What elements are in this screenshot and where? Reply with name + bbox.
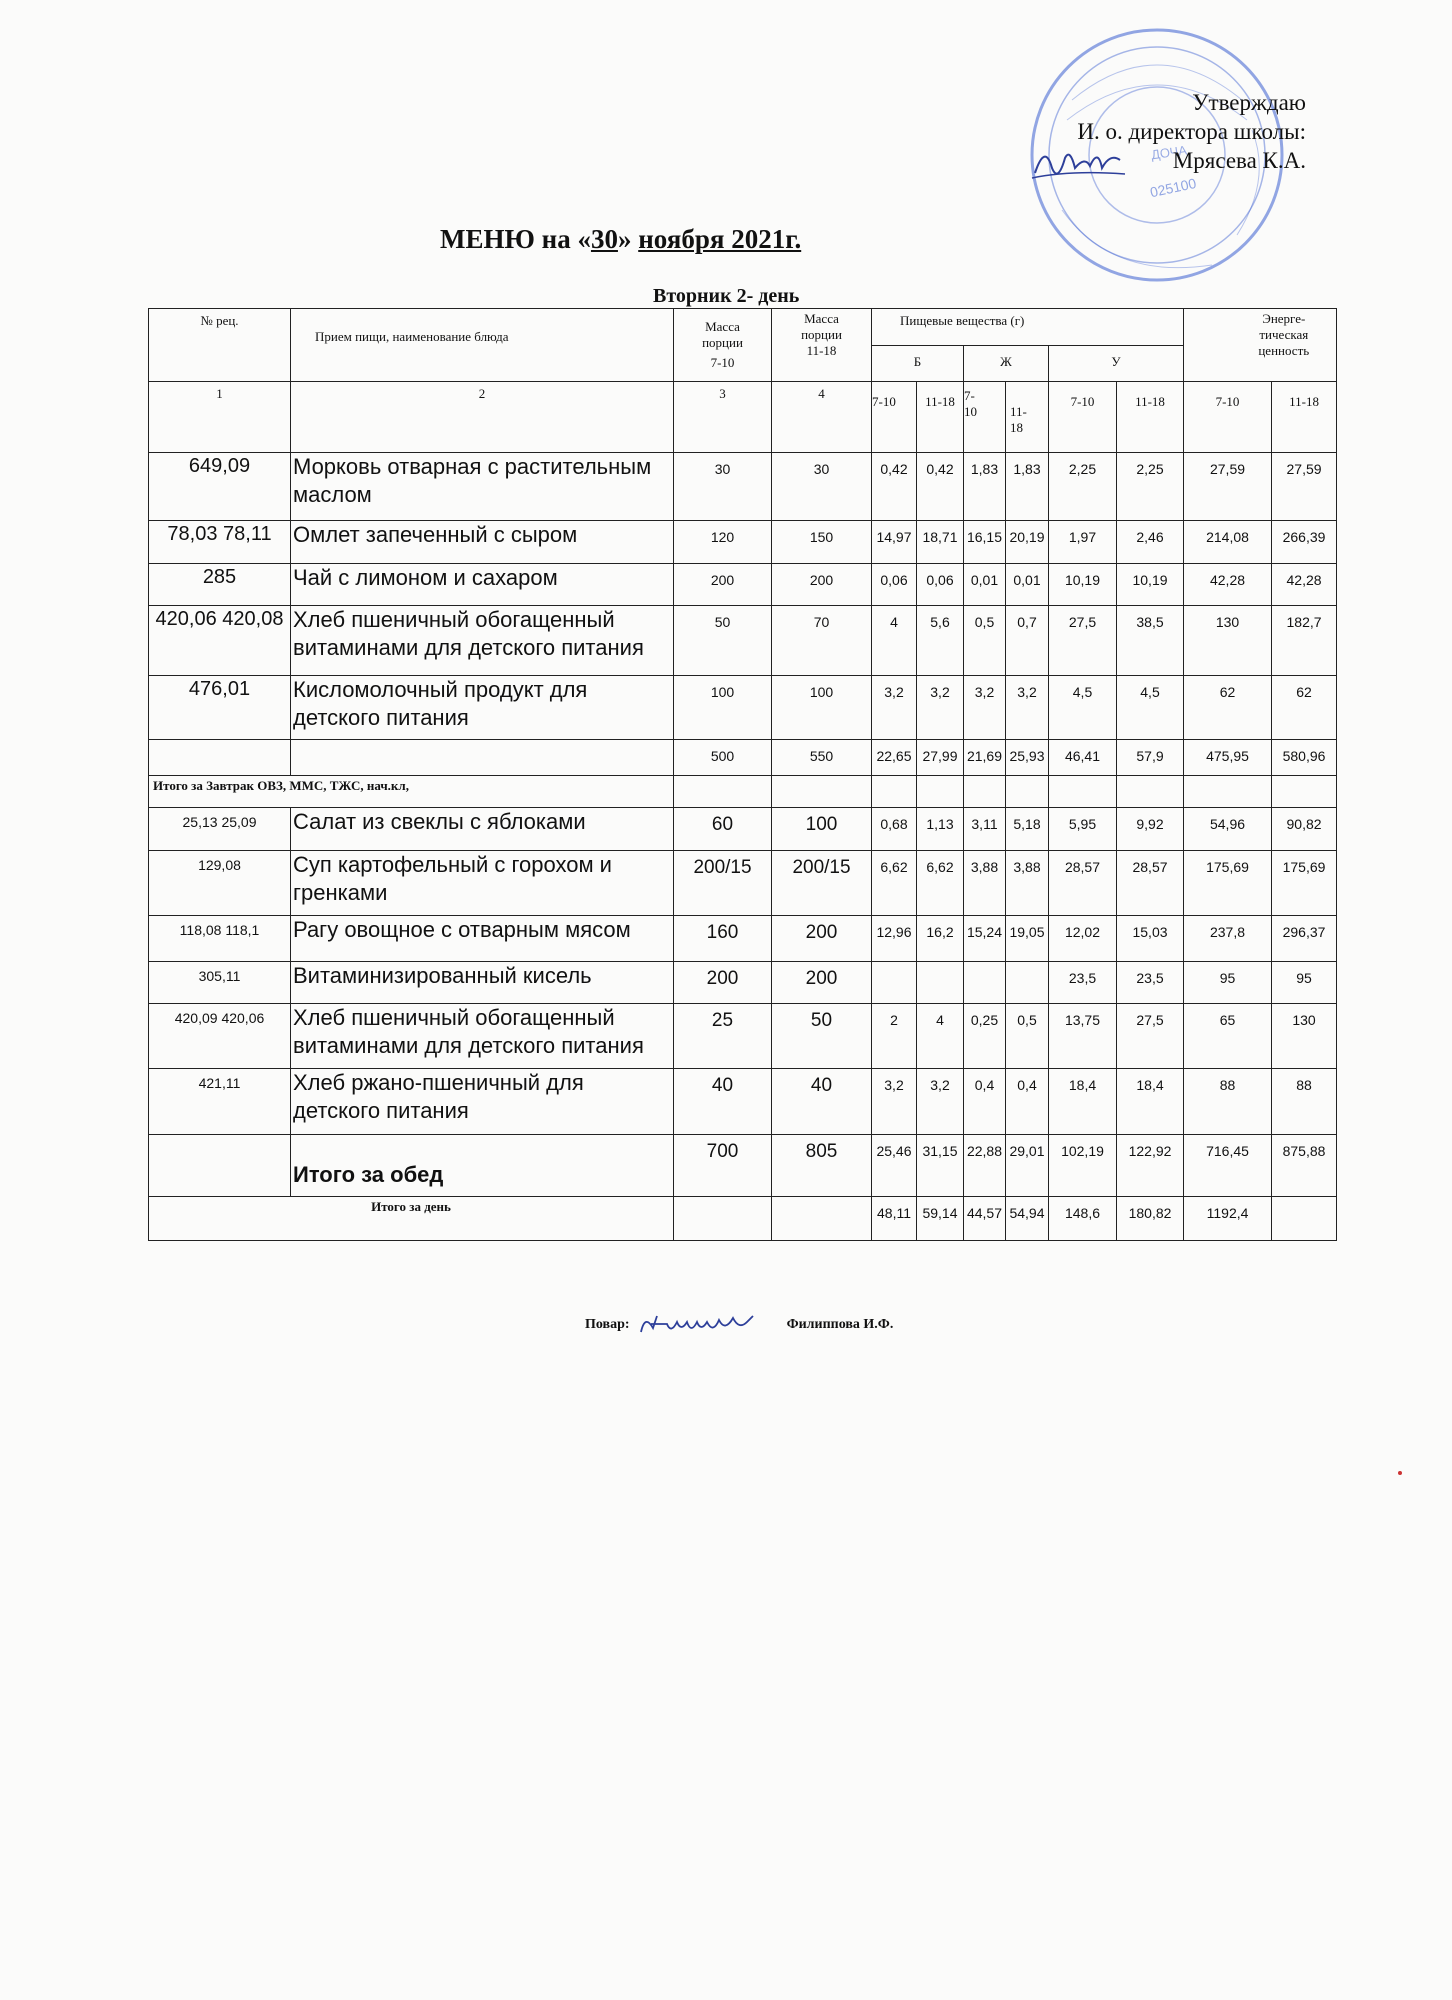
hdr-e-11-18: 11-18: [1272, 382, 1337, 453]
cell-e2: 296,37: [1272, 916, 1337, 962]
dt-u2: 180,82: [1117, 1197, 1184, 1241]
cell-u1: 2,25: [1049, 453, 1117, 521]
table-row: [149, 1069, 1337, 1135]
cell-m2: 200: [772, 962, 872, 1004]
lt-z2: 29,01: [1006, 1135, 1049, 1197]
hdr-meal-name: Прием пищи, наименование блюда: [291, 309, 674, 382]
cell-m2: 150: [772, 521, 872, 564]
header-row-1: [149, 309, 1337, 346]
cell-m2: 200: [772, 916, 872, 962]
cell-m1: 120: [674, 521, 772, 564]
cell-b1: 3,2: [872, 1069, 917, 1135]
hdr-b-7-10: 7-10: [872, 382, 917, 453]
breakfast-label: Итого за Завтрак ОВЗ, ММС, ТЖС, нач.кл,: [149, 776, 674, 808]
cell-z2: 20,19: [1006, 521, 1049, 564]
cell-name: Хлеб ржано-пшеничный для детского питания: [291, 1069, 674, 1135]
cell-e2: 88: [1272, 1069, 1337, 1135]
cell-code: 118,08 118,1: [149, 916, 291, 962]
lt-b1: 25,46: [872, 1135, 917, 1197]
table-row: [149, 453, 1337, 521]
cell-m2: 30: [772, 453, 872, 521]
cell-u2: 23,5: [1117, 962, 1184, 1004]
bt-b1: 22,65: [872, 740, 917, 776]
cell-z1: 3,2: [964, 676, 1006, 740]
cell-u2: 2,46: [1117, 521, 1184, 564]
cell-m2: 200/15: [772, 851, 872, 916]
cell-b1: [872, 962, 917, 1004]
cell-z2: 5,18: [1006, 808, 1049, 851]
lt-e1: 716,45: [1184, 1135, 1272, 1197]
cell-b2: 4: [917, 1004, 964, 1069]
hdr-nutrients: Пищевые вещества (г): [872, 309, 1184, 346]
approval-line2: И. о. директора школы:: [1077, 119, 1306, 144]
dt-e1: 1192,4: [1184, 1197, 1272, 1241]
cell-e2: 130: [1272, 1004, 1337, 1069]
cell-u2: 2,25: [1117, 453, 1184, 521]
cell-z1: [964, 962, 1006, 1004]
cell-b2: 3,2: [917, 1069, 964, 1135]
hdr-e-7-10: 7-10: [1184, 382, 1272, 453]
cell-u1: 5,95: [1049, 808, 1117, 851]
cell-m1: 100: [674, 676, 772, 740]
cell-e1: 88: [1184, 1069, 1272, 1135]
hdr-col2: 2: [291, 382, 674, 453]
cell-b1: 3,2: [872, 676, 917, 740]
dt-b2: 59,14: [917, 1197, 964, 1241]
cell-z2: 3,2: [1006, 676, 1049, 740]
bt-e1: 475,95: [1184, 740, 1272, 776]
cell-b2: 1,13: [917, 808, 964, 851]
cell-code: 78,03 78,11: [149, 521, 291, 564]
cell-m2: 70: [772, 606, 872, 676]
cell-z2: 0,5: [1006, 1004, 1049, 1069]
cell-z1: 16,15: [964, 521, 1006, 564]
cell-z1: 0,5: [964, 606, 1006, 676]
breakfast-total-row: [149, 740, 1337, 776]
hdr-energy: Энерге- тическая ценность: [1232, 309, 1337, 382]
cell-e1: 65: [1184, 1004, 1272, 1069]
cell-u1: 18,4: [1049, 1069, 1117, 1135]
cell-u1: 12,02: [1049, 916, 1117, 962]
cell-b2: 3,2: [917, 676, 964, 740]
breakfast-section: [149, 453, 1337, 740]
cell-e2: 42,28: [1272, 564, 1337, 606]
lt-m2: 805: [772, 1135, 872, 1197]
cell-b2: 5,6: [917, 606, 964, 676]
cell-u2: 28,57: [1117, 851, 1184, 916]
hdr-col3: 3: [674, 382, 772, 453]
cell-code: 649,09: [149, 453, 291, 521]
cell-u1: 27,5: [1049, 606, 1117, 676]
cell-b2: 18,71: [917, 521, 964, 564]
cell-u1: 13,75: [1049, 1004, 1117, 1069]
hdr-zh-11-18: 11- 18: [1006, 382, 1049, 453]
menu-table: [148, 308, 1337, 1241]
cell-m1: 30: [674, 453, 772, 521]
table-row: [149, 916, 1337, 962]
cook-signature: [633, 1310, 773, 1340]
page-title: [440, 224, 801, 255]
cell-e2: 175,69: [1272, 851, 1337, 916]
dt-u1: 148,6: [1049, 1197, 1117, 1241]
cell-e2: 182,7: [1272, 606, 1337, 676]
cell-e1: 237,8: [1184, 916, 1272, 962]
cell-name: Морковь отварная с растительным маслом: [291, 453, 674, 521]
cell-z2: 0,7: [1006, 606, 1049, 676]
bt-u1: 46,41: [1049, 740, 1117, 776]
bt-z1: 21,69: [964, 740, 1006, 776]
cell-z2: 19,05: [1006, 916, 1049, 962]
cell-e2: 90,82: [1272, 808, 1337, 851]
cell-m1: 160: [674, 916, 772, 962]
table-row: [149, 676, 1337, 740]
cell-name: Хлеб пшеничный обогащенный витаминами для детского питания: [291, 606, 674, 676]
cell-name: Омлет запеченный с сыром: [291, 521, 674, 564]
cell-u2: 15,03: [1117, 916, 1184, 962]
cell-z1: 3,11: [964, 808, 1006, 851]
cell-name: Суп картофельный с горохом и гренками: [291, 851, 674, 916]
stamp-word: ДОЧА: [1150, 142, 1188, 163]
table-row: [149, 851, 1337, 916]
cell-m1: 200: [674, 564, 772, 606]
cell-e1: 54,96: [1184, 808, 1272, 851]
cell-name: Витаминизированный кисель: [291, 962, 674, 1004]
cell-e2: 266,39: [1272, 521, 1337, 564]
cell-m1: 60: [674, 808, 772, 851]
cell-b2: 0,06: [917, 564, 964, 606]
title-month-year: ноября 2021г.: [638, 224, 802, 254]
cell-m1: 40: [674, 1069, 772, 1135]
dt-z2: 54,94: [1006, 1197, 1049, 1241]
cell-e2: 62: [1272, 676, 1337, 740]
cell-b1: 0,06: [872, 564, 917, 606]
hdr-b: Б: [872, 346, 964, 382]
lt-u2: 122,92: [1117, 1135, 1184, 1197]
cell-e1: 62: [1184, 676, 1272, 740]
ink-speck: [1398, 1471, 1402, 1475]
hdr-u: У: [1049, 346, 1184, 382]
cell-b1: 6,62: [872, 851, 917, 916]
cell-b1: 4: [872, 606, 917, 676]
bt-m2: 550: [772, 740, 872, 776]
cell-m2: 100: [772, 676, 872, 740]
bt-z2: 25,93: [1006, 740, 1049, 776]
bt-u2: 57,9: [1117, 740, 1184, 776]
cell-b2: [917, 962, 964, 1004]
cell-z1: 0,4: [964, 1069, 1006, 1135]
cell-u2: 4,5: [1117, 676, 1184, 740]
header-row-3: [149, 382, 1337, 453]
cell-u2: 10,19: [1117, 564, 1184, 606]
cell-m2: 40: [772, 1069, 872, 1135]
cell-z2: 0,4: [1006, 1069, 1049, 1135]
cell-name: Салат из свеклы с яблоками: [291, 808, 674, 851]
cell-name: Рагу овощное с отварным мясом: [291, 916, 674, 962]
cell-m1: 200: [674, 962, 772, 1004]
cell-u1: 1,97: [1049, 521, 1117, 564]
cell-b2: 6,62: [917, 851, 964, 916]
cell-b1: 2: [872, 1004, 917, 1069]
bt-b2: 27,99: [917, 740, 964, 776]
lunch-section: [149, 808, 1337, 1135]
cell-e1: 27,59: [1184, 453, 1272, 521]
cell-e2: 27,59: [1272, 453, 1337, 521]
cell-e1: 42,28: [1184, 564, 1272, 606]
hdr-zh: Ж: [964, 346, 1049, 382]
day-subtitle: Вторник 2- день: [653, 285, 800, 307]
lunch-total-label: Итого за обед: [291, 1135, 674, 1197]
cell-z2: 0,01: [1006, 564, 1049, 606]
table-row: [149, 1004, 1337, 1069]
title-quote: »: [617, 224, 632, 254]
cell-u1: 23,5: [1049, 962, 1117, 1004]
cell-z1: 3,88: [964, 851, 1006, 916]
hdr-col1: 1: [149, 382, 291, 453]
cell-b1: 0,42: [872, 453, 917, 521]
hdr-mass-7-10: Масса порции 7-10: [674, 309, 772, 382]
cell-z2: 3,88: [1006, 851, 1049, 916]
cell-b1: 0,68: [872, 808, 917, 851]
table-row: [149, 606, 1337, 676]
approval-line1: Утверждаю: [1192, 90, 1306, 115]
cell-b2: 0,42: [917, 453, 964, 521]
cell-u2: 38,5: [1117, 606, 1184, 676]
day-total-label: Итого за день: [149, 1197, 674, 1241]
cell-z1: 15,24: [964, 916, 1006, 962]
hdr-zh-7-10: 7- 10: [964, 382, 1006, 453]
cell-name: Чай с лимоном и сахаром: [291, 564, 674, 606]
bt-m1: 500: [674, 740, 772, 776]
cell-m2: 200: [772, 564, 872, 606]
cell-e1: 175,69: [1184, 851, 1272, 916]
hdr-u-7-10: 7-10: [1049, 382, 1117, 453]
cook-name: Филиппова И.Ф.: [786, 1317, 894, 1333]
cell-e1: 95: [1184, 962, 1272, 1004]
cell-u1: 4,5: [1049, 676, 1117, 740]
cell-code: 285: [149, 564, 291, 606]
cell-name: Хлеб пшеничный обогащенный витаминами для детского питания: [291, 1004, 674, 1069]
title-prefix: МЕНЮ на «: [440, 224, 591, 254]
cell-m1: 200/15: [674, 851, 772, 916]
cell-b1: 14,97: [872, 521, 917, 564]
cell-e2: 95: [1272, 962, 1337, 1004]
cell-code: 420,09 420,06: [149, 1004, 291, 1069]
cell-code: 25,13 25,09: [149, 808, 291, 851]
dt-b1: 48,11: [872, 1197, 917, 1241]
cell-z2: [1006, 962, 1049, 1004]
cell-name: Кисломолочный продукт для детского питания: [291, 676, 674, 740]
table-row: [149, 521, 1337, 564]
hdr-rec-no: № рец.: [149, 309, 291, 382]
cell-code: 420,06 420,08: [149, 606, 291, 676]
cell-b2: 16,2: [917, 916, 964, 962]
cell-code: 129,08: [149, 851, 291, 916]
cell-u2: 18,4: [1117, 1069, 1184, 1135]
cell-m1: 25: [674, 1004, 772, 1069]
cell-z1: 0,01: [964, 564, 1006, 606]
lt-e2: 875,88: [1272, 1135, 1337, 1197]
cell-code: 421,11: [149, 1069, 291, 1135]
cell-u1: 10,19: [1049, 564, 1117, 606]
cell-m2: 50: [772, 1004, 872, 1069]
stamp-code: 025100: [1148, 174, 1198, 201]
cell-code: 476,01: [149, 676, 291, 740]
hdr-u-11-18: 11-18: [1117, 382, 1184, 453]
lt-z1: 22,88: [964, 1135, 1006, 1197]
approval-block: [976, 88, 1306, 175]
cell-e1: 214,08: [1184, 521, 1272, 564]
cell-b1: 12,96: [872, 916, 917, 962]
cook-label: Повар:: [585, 1317, 630, 1333]
cell-e1: 130: [1184, 606, 1272, 676]
bt-e2: 580,96: [1272, 740, 1337, 776]
table-row: [149, 808, 1337, 851]
cell-u1: 28,57: [1049, 851, 1117, 916]
cell-z1: 0,25: [964, 1004, 1006, 1069]
hdr-mass-11-18: Масса порции 11-18: [772, 309, 872, 382]
cook-signature-block: [585, 1310, 893, 1340]
lt-b2: 31,15: [917, 1135, 964, 1197]
table-row: [149, 962, 1337, 1004]
cell-code: 305,11: [149, 962, 291, 1004]
cell-z2: 1,83: [1006, 453, 1049, 521]
title-day: 30: [590, 224, 618, 254]
cell-m2: 100: [772, 808, 872, 851]
dt-z1: 44,57: [964, 1197, 1006, 1241]
director-name: Мрясева К.А.: [1172, 148, 1306, 173]
cell-m1: 50: [674, 606, 772, 676]
cell-u2: 9,92: [1117, 808, 1184, 851]
breakfast-label-row: [149, 776, 1337, 808]
lt-m1: 700: [674, 1135, 772, 1197]
table-row: [149, 564, 1337, 606]
cell-u2: 27,5: [1117, 1004, 1184, 1069]
cell-z1: 1,83: [964, 453, 1006, 521]
hdr-col4: 4: [772, 382, 872, 453]
day-total-row: [149, 1197, 1337, 1241]
lt-u1: 102,19: [1049, 1135, 1117, 1197]
hdr-b-11-18: 11-18: [917, 382, 964, 453]
lunch-total-row: [149, 1135, 1337, 1197]
